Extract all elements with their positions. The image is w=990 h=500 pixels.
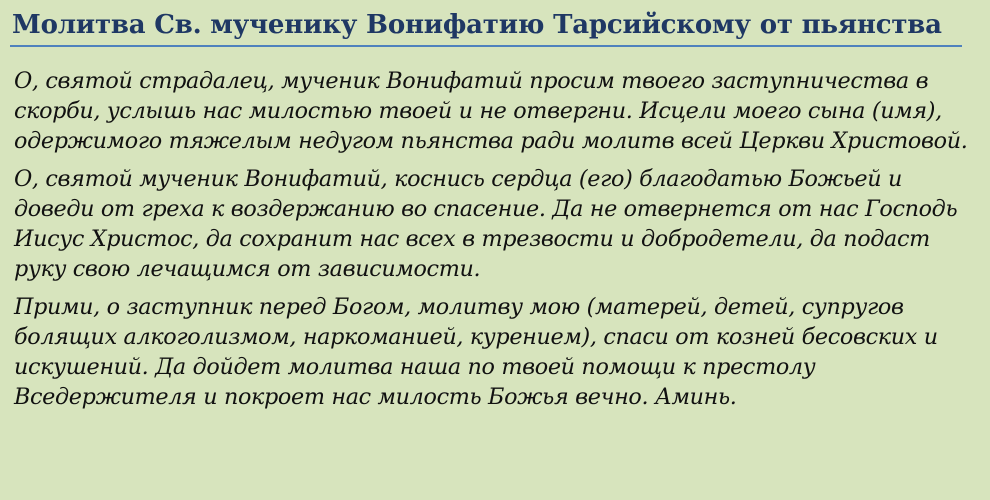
text-line: Прими, о заступник перед Богом, молитву мою (матерей, детей, супругов bbox=[14, 294, 904, 320]
text-line: Иисус Христос, да сохранит нас всех в трезвости и добродетели, да подаст bbox=[14, 226, 930, 252]
text-line: О, святой мученик Вонифатий, коснись сердца (его) благодатью Божьей и bbox=[14, 166, 903, 192]
title-divider bbox=[10, 45, 962, 47]
document-title: Молитва Св. мученику Вонифатию Тарсийскому от пьянства bbox=[12, 10, 942, 40]
text-line: О, святой страдалец, мученик Вонифатий просим твоего заступничества в bbox=[14, 68, 929, 94]
paragraph-1 bbox=[14, 66, 974, 156]
text-line: Вседержителя и покроет нас милость Божья вечно. Аминь. bbox=[14, 384, 737, 410]
text-line: болящих алкоголизмом, наркоманией, курением), спаси от козней бесовских и bbox=[14, 324, 938, 350]
paragraph-2 bbox=[14, 164, 974, 284]
text-line: руку свою лечащимся от зависимости. bbox=[14, 256, 481, 282]
text-line: искушений. Да дойдет молитва наша по твоей помощи к престолу bbox=[14, 354, 816, 380]
text-line: скорби, услышь нас милостью твоей и не отвергни. Исцели моего сына (имя), bbox=[14, 98, 942, 124]
paragraph-3 bbox=[14, 292, 974, 412]
text-line: одержимого тяжелым недугом пьянства ради молитв всей Церкви Христовой. bbox=[14, 128, 968, 154]
prayer-body bbox=[14, 66, 974, 420]
text-line: доведи от греха к воздержанию во спасение. Да не отвернется от нас Господь bbox=[14, 196, 958, 222]
